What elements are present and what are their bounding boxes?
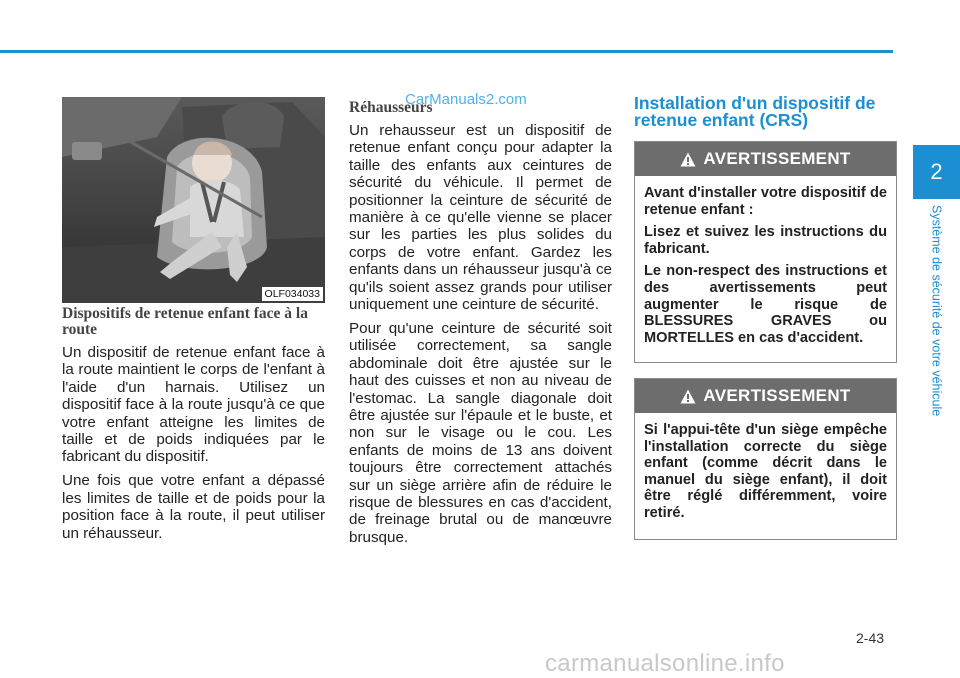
- section-title: Installation d'un dispositif de retenue enfant (CRS): [634, 93, 876, 130]
- column-forward-facing: [62, 306, 325, 548]
- subhead-booster-seats: Réhausseurs: [349, 99, 433, 116]
- paragraph: Pour qu'une ceinture de sécurité soit utilisée correctement, sa sangle abdominale doit être ajustée sur le haut des cuisses et non au niveau de l'estomac. La sangle diagonale doit être ajustée sur l'épaule et le buste, et non sur le visage ou le cou. Les enfants de moins de 13 ans doivent toujours être correctement attachés sur un siège arrière afin de réduire le risque de blessures en cas d'accident, de freinage brutal ou de manœuvre brusque.: [349, 319, 612, 546]
- chapter-title: Système de sécurité de votre véhicule: [929, 205, 944, 417]
- warning-text: Le non-respect des instructions et des avertissements peut augmenter le risque de BLESSURES GRAVES ou MORTELLES en cas d'accident.: [644, 263, 887, 346]
- warning-title: AVERTISSEMENT: [703, 386, 851, 405]
- column-booster-seats: [349, 100, 612, 553]
- footer-watermark: carmanualsonline.info: [545, 650, 785, 677]
- warning-text: Avant d'installer votre dispositif de retenue enfant :: [644, 185, 887, 218]
- top-rule: [0, 50, 893, 53]
- warning-header: [635, 142, 896, 176]
- warning-body: [635, 176, 896, 346]
- paragraph: Un rehausseur est un dispositif de retenue enfant conçu pour adapter la taille des enfants aux ceintures de sécurité du véhicule. Il permet de positionner la ceinture de sécurité de manière à ce qu'elle vienne se placer sur les parties les plus solides du corps de votre enfant. Gardez les enfants dans un réhausseur jusqu'à ce qu'ils soient assez grands pour utiliser uniquement une ceinture de sécurité.: [349, 122, 612, 314]
- photo-label: OLF034033: [262, 287, 323, 301]
- warning-triangle-icon: [680, 389, 696, 404]
- warning-box: [634, 141, 897, 363]
- paragraph: Un dispositif de retenue enfant face à la route maintient le corps de l'enfant à l'aide d'un harnais. Utilisez un dispositif face à la route jusqu'à ce que votre enfant atteigne les limites de taille et de poids indiquées par le fabricant du dispositif.: [62, 344, 325, 466]
- warning-title: AVERTISSEMENT: [703, 149, 851, 168]
- page-number: 2-43: [856, 630, 885, 646]
- subhead-forward-facing: Dispositifs de retenue enfant face à la route: [62, 305, 308, 338]
- warning-triangle-icon: [680, 152, 696, 167]
- watermark-text: CarManuals2.com: [405, 91, 527, 108]
- chapter-title-side: [913, 205, 960, 455]
- warning-header: [635, 379, 896, 413]
- child-seat-photo: [62, 97, 325, 303]
- warning-text: Lisez et suivez les instructions du fabricant.: [644, 224, 887, 257]
- chapter-number-tab: 2: [913, 145, 960, 199]
- warning-box: [634, 378, 897, 540]
- warning-text: Si l'appui-tête d'un siège empêche l'installation correcte du siège enfant (comme décrit dans le manuel du siège enfant), il doit être réglé différemment, voire retiré.: [644, 422, 887, 521]
- warning-body: [635, 413, 896, 522]
- paragraph: Une fois que votre enfant a dépassé les limites de taille et de poids pour la position face à la route, il peut utiliser un réhausseur.: [62, 472, 325, 542]
- child-seat-illustration: [62, 97, 325, 303]
